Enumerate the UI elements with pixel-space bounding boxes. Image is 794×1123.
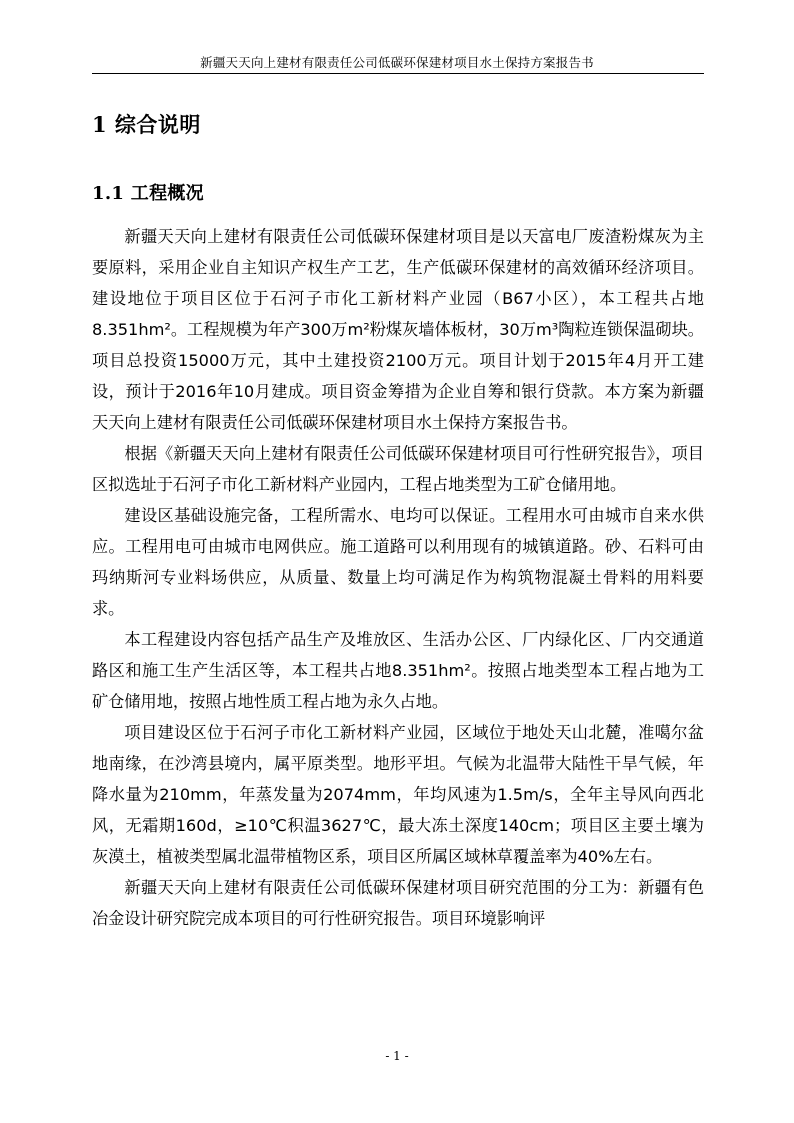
- paragraph-construction-content: 本工程建设内容包括产品生产及堆放区、生活办公区、厂内绿化区、厂内交通道路区和施工生产生活区等，本工程共占地8.351hm²。按照占地类型本工程占地为工矿仓储用地，按照占地性质工程占地为永久占地。: [92, 630, 704, 711]
- paragraph-infrastructure: 建设区基础设施完备，工程所需水、电均可以保证。工程用水可由城市自来水供应。工程用电可由城市电网供应。施工道路可以利用现有的城镇道路。砂、石料可由玛纳斯河专业料场供应，从质量、数量上均可满足作为构筑物混凝土骨料的用料要求。: [92, 506, 704, 618]
- page-number: - 1 -: [385, 1049, 409, 1063]
- paragraph-natural-conditions: 项目建设区位于石河子市化工新材料产业园，区域位于地处天山北麓，准噶尔盆地南缘，在沙湾县境内，属平原类型。地形平坦。气候为北温带大陆性干旱气候，年降水量为210mm，年蒸发量为2074mm，年均风速为1.5m/s，全年主导风向西北风，无霜期160d，≥10℃积温3627℃，最大冻土深度140cm；项目区主要土壤为灰漠土，植被类型属北温带植物区系，项目区所属区域林草覆盖率为40%左右。: [92, 723, 704, 866]
- paragraph-research-division: 新疆天天向上建材有限责任公司低碳环保建材项目研究范围的分工为：新疆有色冶金设计研究院完成本项目的可行性研究报告。项目环境影响评: [92, 878, 704, 928]
- paragraph-overview: 新疆天天向上建材有限责任公司低碳环保建材项目是以天富电厂废渣粉煤灰为主要原料，采用企业自主知识产权生产工艺，生产低碳环保建材的高效循环经济项目。建设地位于项目区位于石河子市化工新材料产业园（B67小区），本工程共占地8.351hm²。工程规模为年产300万m²粉煤灰墙体板材，30万m³陶粒连锁保温砌块。项目总投资15000万元，其中土建投资2100万元。项目计划于2015年4月开工建设，预计于2016年10月建成。项目资金筹措为企业自筹和银行贷款。本方案为新疆天天向上建材有限责任公司低碳环保建材项目水土保持方案报告书。: [92, 227, 704, 432]
- running-header-title: 新疆天天向上建材有限责任公司低碳环保建材项目水土保持方案报告书: [200, 55, 594, 70]
- section-heading: 1 综合说明: [92, 112, 201, 137]
- subsection-heading: 1.1 工程概况: [92, 183, 204, 204]
- header-divider: [92, 73, 704, 74]
- paragraph-site-selection: 根据《新疆天天向上建材有限责任公司低碳环保建材项目可行性研究报告》，项目区拟选址于石河子市化工新材料产业园内，工程占地类型为工矿仓储用地。: [92, 444, 704, 494]
- body-text: [92, 221, 704, 934]
